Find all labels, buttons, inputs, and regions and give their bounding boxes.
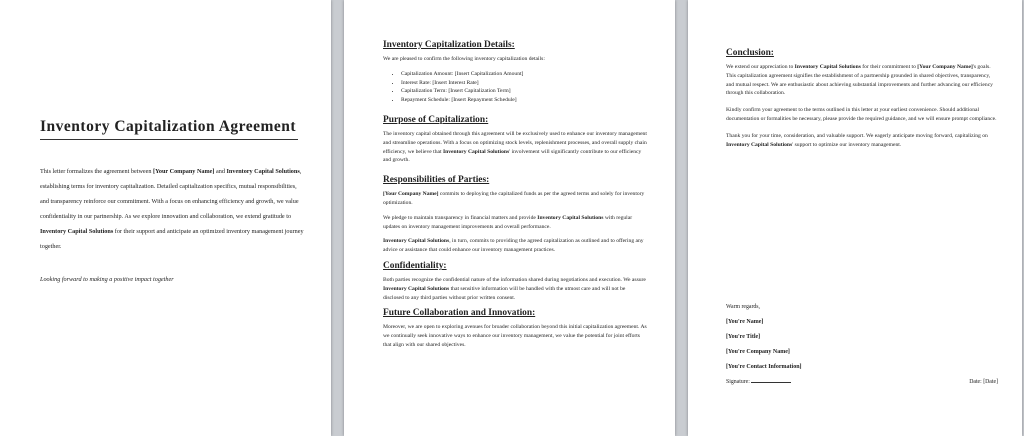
emphasis-text: Inventory Capital Solutions [383, 285, 450, 292]
conclusion-heading: Conclusion: [726, 48, 774, 58]
responsibilities-paragraph-1 [383, 190, 647, 208]
text-run: 's goals. This capitalization agreement signifies the establishment of a partnership grounded in shared objectives, transparency, and mutual respect. We are enthusiastic about achieving substantial improvements and further advancing our efficiency through this collaboration. [726, 64, 993, 97]
emphasis-text: [Your Company Name] [383, 191, 439, 198]
closing-line: Looking forward to making a positive impact together [40, 276, 174, 283]
purpose-heading: Purpose of Capitalization: [383, 114, 489, 125]
purpose-paragraph [383, 130, 647, 165]
text-run: Moreover, we are open to exploring avenues for broader collaboration beyond this initial capitalization agreement. As we continually seek innovative ways to enhance our inventory management, we value the potential for joint efforts that align with our shared objectives. [383, 324, 647, 348]
text-run: The inventory capital obtained through this agreement will be exclusively used to enhance our inventory management and streamline operations. With a focus on optimizing stock levels, replenishment processes, and overall supply chain efficiency, we believe that [383, 130, 647, 155]
text-run: that sensitive information will be handled with the utmost care and will not be disclosed to any third parties without prior written consent. [383, 285, 626, 301]
list-item: • Capitalization Term: [Insert Capitalization Term] [401, 87, 647, 96]
details-heading: Inventory Capitalization Details: [383, 40, 515, 50]
sender-contact: [You're Contact Information] [726, 364, 802, 370]
signature-field [726, 379, 791, 385]
emphasis-text: [Your Company Name] [917, 64, 973, 70]
sender-company: [You're Company Name] [726, 349, 790, 355]
confidentiality-heading: Confidentiality: [383, 260, 447, 271]
intro-paragraph [40, 164, 307, 254]
emphasis-text: Inventory Capital Solutions [442, 148, 510, 155]
confidentiality-paragraph [383, 276, 647, 302]
regards-line: Warm regards, [726, 304, 760, 310]
responsibilities-paragraph-3 [383, 237, 647, 255]
emphasis-text: Inventory Capital Solutions [726, 141, 793, 148]
text-run: with regular updates on inventory management improvements and overall performance. [383, 214, 633, 230]
emphasis-text: Inventory Capital Solutions [383, 238, 450, 245]
text-run: commits to deploying the capitalized funds as per the agreed terms and solely for inventory optimization. [383, 191, 645, 206]
details-intro: We are pleased to confirm the following inventory capitalization details: [383, 56, 545, 62]
list-item: • Capitalization Amount: [Insert Capitalization Amount] [401, 70, 647, 79]
text-run: , establishing terms for inventory capitalization. Detailed capitalization specifics, mutual responsibilities, and transparency reinforce our commitment. With a focus on enhancing efficiency and growth, we value confidentiality in our partnership. As we explore innovation and collaboration, we extend gratitude to [40, 168, 302, 220]
list-item: • Repayment Schedule: [Insert Repayment Schedule] [401, 96, 647, 105]
conclusion-paragraph-1 [726, 63, 998, 98]
signature-date-row [726, 379, 998, 385]
conclusion-paragraph-3 [726, 132, 998, 150]
date-label: Date: [Date] [969, 379, 998, 385]
sender-name: [You're Name] [726, 319, 764, 325]
conclusion-paragraph-2 [726, 106, 998, 124]
text-run: This letter formalizes the agreement between [40, 168, 154, 175]
page-2 [344, 0, 675, 436]
sender-title: [You're Title] [726, 334, 761, 340]
responsibilities-paragraph-2 [383, 214, 647, 232]
text-run: Kindly confirm your agreement to the terms outlined in this letter at your earliest convenience. Should additional documentation or formalities be necessary, please provide the required guidance, and we will ensure prompt compliance. [726, 107, 997, 122]
list-item: • Interest Rate: [Insert Interest Rate] [401, 79, 647, 88]
emphasis-text: Inventory Capital Solutions [226, 168, 300, 175]
signature-label: Signature: [726, 379, 750, 385]
text-run: We extend our appreciation to [726, 64, 795, 70]
emphasis-text: Inventory Capital Solutions [794, 64, 861, 70]
future-collaboration-heading: Future Collaboration and Innovation: [383, 308, 536, 319]
future-collaboration-paragraph [383, 323, 647, 349]
text-run: Both parties recognize the confidential nature of the information shared during negotiations and execution. We assure [383, 276, 646, 283]
text-run: and [214, 168, 227, 175]
page-1 [0, 0, 331, 436]
text-run: ' support to optimize our inventory management. [792, 141, 902, 148]
text-run: Thank you for your time, consideration, and valuable support. We eagerly anticipate moving forward, capitalizing on [726, 132, 988, 139]
responsibilities-heading: Responsibilities of Parties: [383, 175, 490, 186]
text-run: ' involvement will significantly contribute to our efficiency and growth. [383, 148, 642, 164]
text-run: for their support and anticipate an optimized inventory management journey together. [40, 228, 304, 250]
emphasis-text: [Your Company Name] [153, 168, 215, 175]
details-list [383, 70, 647, 105]
page-3 [688, 0, 1022, 436]
document-title: Inventory Capitalization Agreement [40, 118, 298, 140]
text-run: , in turn, commits to providing the agreed capitalization as outlined and to offering any advice or assistance that could enhance our inventory management practices. [383, 238, 644, 254]
signature-blank [751, 382, 791, 383]
text-run: We pledge to maintain transparency in financial matters and provide [383, 214, 538, 221]
text-run: for their commitment to [860, 64, 918, 70]
emphasis-text: Inventory Capital Solutions [40, 228, 114, 235]
signature-block [726, 304, 998, 385]
emphasis-text: Inventory Capital Solutions [537, 214, 604, 221]
